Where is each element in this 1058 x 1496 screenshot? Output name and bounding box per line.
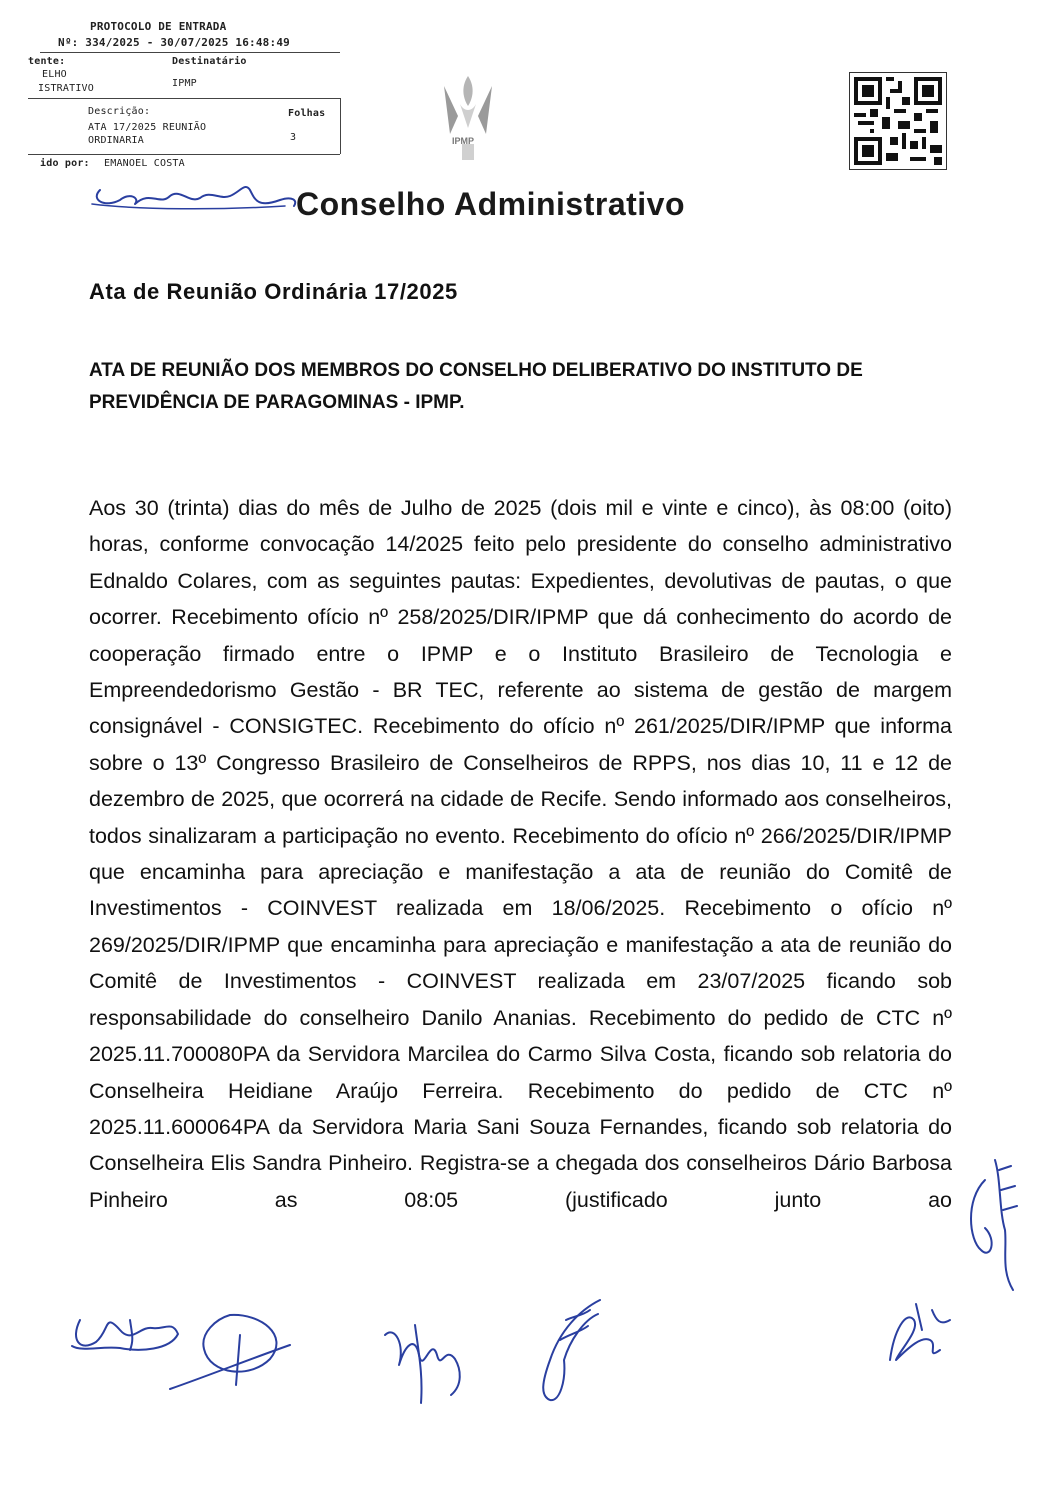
- stamp-description-value-2: ORDINARIA: [88, 135, 144, 146]
- signature-4: [510, 1290, 620, 1410]
- signature-5: [870, 1290, 960, 1380]
- stamp-recipient-label: Destinatário: [172, 56, 247, 67]
- stamp-divider: [40, 52, 340, 53]
- document-subtitle: ATA DE REUNIÃO DOS MEMBROS DO CONSELHO DELIBERATIVO DO INSTITUTO DE PREVIDÊNCIA DE PARAGOMINAS - IPMP.: [89, 360, 863, 413]
- stamp-sheets-value: 3: [290, 132, 297, 143]
- stamp-description-label: Descrição:: [88, 106, 151, 117]
- ata-title: Ata de Reunião Ordinária 17/2025: [89, 279, 458, 304]
- ipmp-logo: [436, 76, 500, 166]
- stamp-sender-value-1: ELHO: [42, 69, 67, 80]
- stamp-sender-label: tente:: [28, 56, 66, 67]
- stamp-received-by-value: EMANOEL COSTA: [104, 158, 185, 169]
- qr-code: [849, 72, 947, 170]
- stamp-received-by-label: ido por:: [40, 158, 90, 169]
- signature-3: [375, 1315, 475, 1405]
- stamp-sheets-label: Folhas: [288, 108, 326, 119]
- stamp-divider: [28, 98, 340, 99]
- stamp-divider: [340, 98, 341, 154]
- handwritten-signature: [80, 170, 300, 220]
- stamp-title: PROTOCOLO DE ENTRADA: [90, 20, 227, 33]
- council-title: Conselho Administrativo: [296, 186, 686, 222]
- stamp-description-value-1: ATA 17/2025 REUNIÃO: [88, 122, 207, 133]
- margin-signature: [955, 1140, 1025, 1300]
- qr-code-icon: [850, 73, 946, 169]
- signature-2: [160, 1305, 300, 1395]
- body-paragraph: Aos 30 (trinta) dias do mês de Julho de 2025 (dois mil e vinte e cinco), às 08:00 (oito) horas, conforme convocação 14/2025 feito pelo presidente do conselho administrativo Ednaldo Colares, com as seguintes pautas: Expedientes, devolutivas de pautas, o que ocorrer. Recebimento ofício nº 258/2025/DIR/IPMP que dá conhecimento do acordo de cooperação firmado entre o IPMP e o Instituto Brasileiro de Tecnologia e Empreendedorismo Gestão - BR TEC, referente ao sistema de gestão de margem consignável - CONSIGTEC. Recebimento do ofício nº 261/2025/DIR/IPMP que informa sobre o 13º Congresso Brasileiro de Conselheiros de RPPS, nos dias 10, 11 e 12 de dezembro de 2025, que ocorrerá na cidade de Recife. Sendo informado aos conselheiros, todos sinalizaram a participação no evento. Recebimento do ofício nº 266/2025/DIR/IPMP que encaminha para apreciação e manifestação a ata de reunião do Comitê de Investimentos - COINVEST realizada em 18/06/2025. Recebimento o ofício nº 269/2025/DIR/IPMP que encaminha para apreciação e manifestação a ata de reunião do Comitê de Investimentos - COINVEST realizada em 23/07/2025 ficando sob responsabilidade do conselheiro Danilo Ananias. Recebimento do pedido de CTC nº 2025.11.700080PA da Servidora Marcilea do Carmo Silva Costa, ficando sob relatoria do Conselheira Heidiane Araújo Ferreira. Recebimento do pedido de CTC nº 2025.11.600064PA da Servidora Maria Sani Souza Fernandes, ficando sob relatoria do Conselheira Elis Sandra Pinheiro. Registra-se a chegada dos conselheiros Dário Barbosa Pinheiro as 08:05 (justificado junto ao: [89, 496, 952, 1212]
- logo-text: IPMP: [452, 136, 475, 146]
- protocol-stamp: [0, 14, 345, 179]
- stamp-recipient-value: IPMP: [172, 78, 197, 89]
- stamp-number: Nº: 334/2025 - 30/07/2025 16:48:49: [58, 36, 290, 49]
- stamp-sender-value-2: ISTRATIVO: [38, 83, 94, 94]
- stamp-divider: [28, 154, 340, 155]
